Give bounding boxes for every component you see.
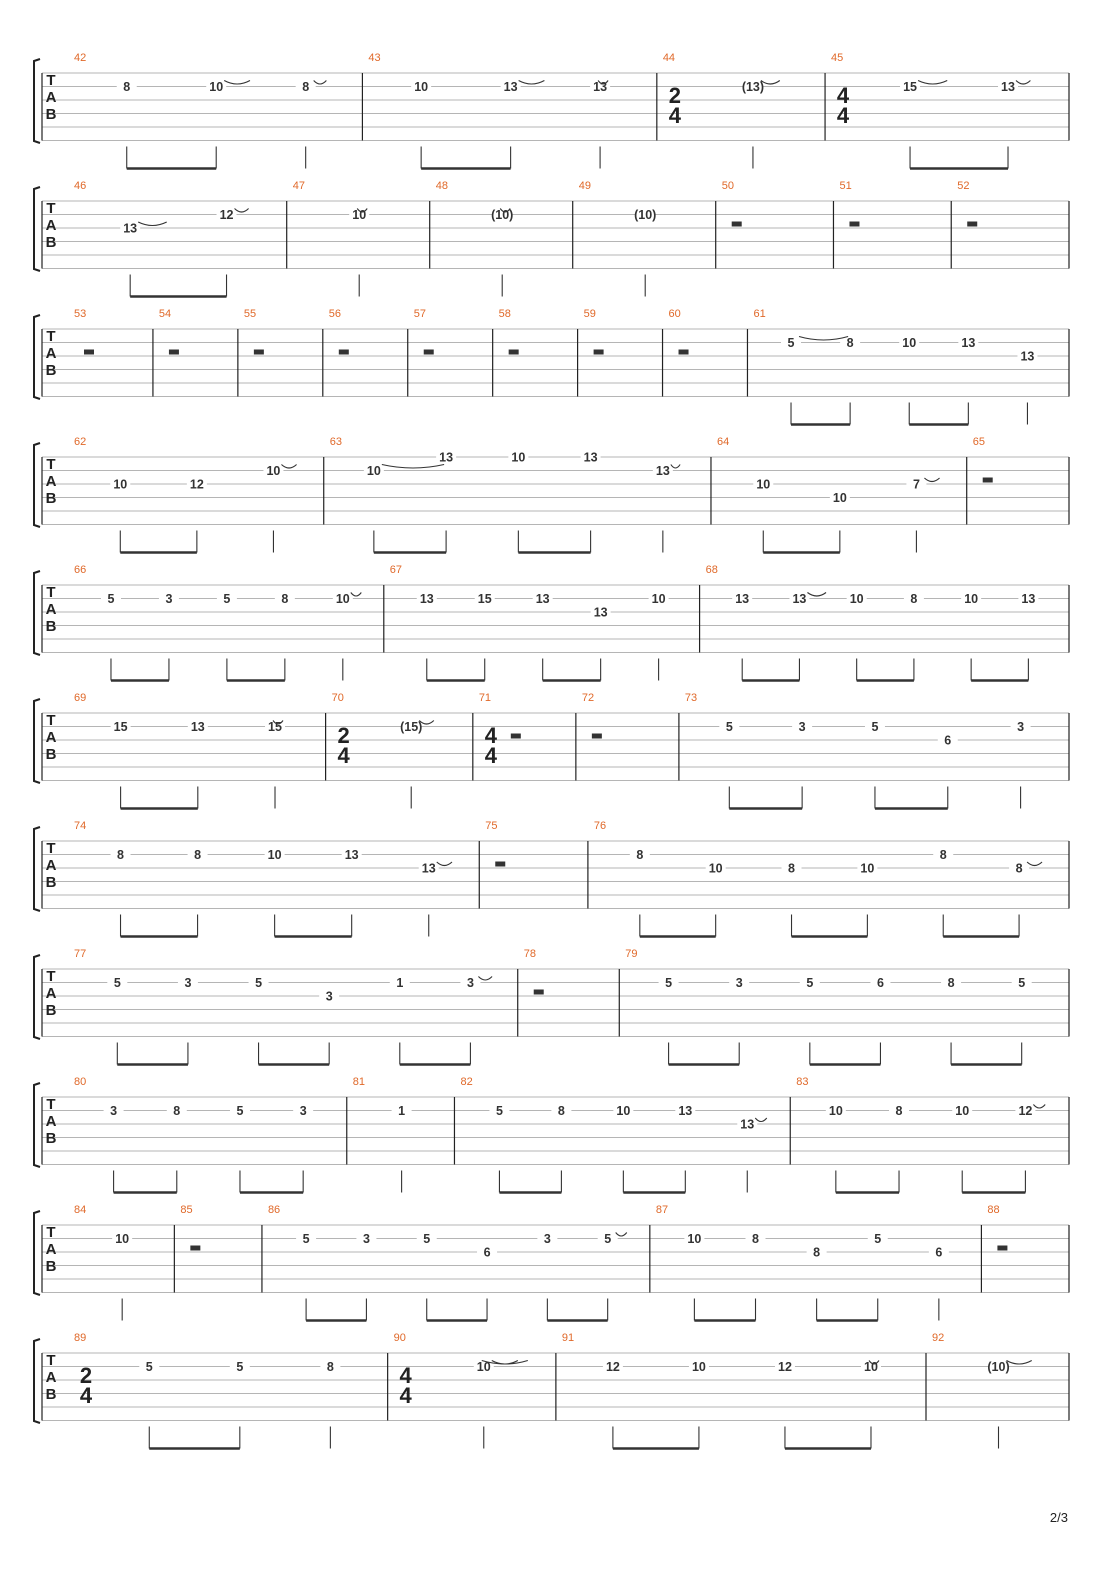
fret-number: 3 [299, 1104, 307, 1118]
fret-number: 12 [1018, 1104, 1033, 1118]
measure [657, 52, 780, 169]
fret-number: 5 [236, 1104, 244, 1118]
measure-number: 69 [74, 692, 87, 704]
time-signature-bottom: 4 [836, 103, 850, 128]
fret-number: 13 [1021, 592, 1036, 606]
fret-number: 5 [145, 1360, 153, 1374]
fret-number: 12 [219, 208, 234, 222]
tab-clef-letter: B [45, 1258, 57, 1275]
tab-clef-letter: A [45, 345, 57, 362]
measure-number: 92 [932, 1332, 945, 1344]
measure-number: 44 [662, 52, 676, 64]
fret-number: 13 [583, 450, 598, 465]
tab-clef-letter: A [45, 601, 57, 618]
fret-number: 5 [236, 1360, 244, 1374]
measure-number: 77 [74, 948, 87, 960]
measure [573, 180, 657, 297]
measure-number: 59 [583, 308, 596, 320]
half-rest [983, 478, 993, 483]
tab-clef-letter: T [46, 200, 56, 217]
fret-number: 13 [1020, 349, 1035, 364]
fret-number: 12 [605, 1360, 620, 1374]
fret-number: 5 [495, 1104, 503, 1118]
time-signature-bottom: 4 [337, 743, 350, 768]
half-rest [592, 734, 602, 739]
fret-number: 10 [113, 477, 128, 492]
system-bracket [34, 443, 40, 527]
fret-number: 8 [752, 1232, 759, 1246]
measure-number: 76 [593, 820, 607, 832]
tab-system [34, 820, 1069, 937]
half-rest [254, 350, 264, 355]
fret-number: 10 [691, 1360, 706, 1374]
fret-number: 10 [955, 1104, 970, 1118]
tab-clef-letter: B [45, 746, 57, 763]
measure [74, 180, 249, 297]
tab-clef-letter: B [45, 1002, 57, 1019]
fret-number: 8 [788, 861, 796, 876]
fret-number: 10 [687, 1232, 702, 1246]
fret-number: 13 [655, 464, 670, 478]
fret-number: 1 [398, 1104, 406, 1118]
measure [700, 564, 1039, 681]
measure-number: 55 [243, 308, 257, 320]
fret-number: 3 [165, 592, 173, 606]
tab-clef-letter: T [46, 72, 56, 89]
measure [262, 1204, 627, 1321]
tab-clef-letter: T [46, 584, 56, 601]
measure-number: 48 [435, 180, 448, 192]
fret-number: 13 [123, 221, 138, 236]
tab-clef-letter: T [46, 1352, 56, 1369]
measure-number: 71 [478, 692, 492, 704]
measure-number: 66 [74, 564, 87, 576]
fret-number: 8 [302, 80, 310, 94]
half-rest [594, 350, 604, 355]
fret-number: 13 [421, 861, 436, 876]
fret-number: 5 [871, 720, 879, 734]
tab-clef-letter: A [45, 985, 57, 1002]
tab-clef-letter: B [45, 106, 57, 123]
fret-number: 10 [860, 861, 875, 876]
fret-number: 5 [665, 976, 673, 990]
fret-number: 8 [123, 80, 131, 94]
half-rest [511, 734, 521, 739]
fret-number: 10 [756, 477, 771, 492]
fret-number: 8 [117, 848, 125, 862]
fret-number: 12 [189, 477, 204, 492]
tie-slur [382, 465, 444, 469]
tab-clef-letter: A [45, 473, 57, 490]
fret-number: 15 [113, 720, 128, 734]
fret-number: 10 [902, 336, 917, 350]
measure-number: 63 [329, 436, 342, 448]
tie-slur [224, 81, 250, 85]
measure [650, 1204, 949, 1321]
tab-clef-letter: B [45, 362, 57, 379]
fret-number: 10 [651, 592, 666, 606]
measure-number: 83 [796, 1076, 809, 1088]
half-rest [679, 350, 689, 355]
measure-number: 58 [498, 308, 511, 320]
fret-number: 13 [190, 720, 205, 734]
tie-slur [918, 81, 947, 85]
fret-number: 8 [895, 1104, 903, 1118]
fret-number: 6 [944, 733, 952, 748]
fret-number: 15 [903, 80, 917, 94]
measure-number: 86 [267, 1204, 281, 1216]
fret-number: 5 [1018, 976, 1026, 990]
measure-number: 91 [561, 1332, 575, 1344]
measure [74, 1076, 313, 1193]
measure-number: 89 [74, 1332, 87, 1344]
tie-slur [478, 977, 492, 981]
half-rest [495, 862, 505, 867]
tab-clef-letter: A [45, 1241, 57, 1258]
fret-number: 13 [961, 336, 976, 350]
measure-number: 65 [972, 436, 985, 448]
fret-number: 6 [876, 976, 884, 990]
measure-number: 72 [581, 692, 595, 704]
measure [74, 564, 361, 681]
measure [825, 52, 1030, 169]
measure-number: 85 [180, 1204, 193, 1216]
fret-number: 10 [964, 592, 979, 606]
measure-number: 56 [328, 308, 342, 320]
tab-system [34, 436, 1069, 553]
fret-number: 13 [1001, 80, 1015, 94]
measure-number: 64 [716, 436, 730, 448]
measure-number: 84 [74, 1204, 87, 1216]
fret-number: 12 [778, 1360, 792, 1374]
measure [74, 436, 297, 553]
fret-number: 5 [255, 976, 263, 990]
tab-system [34, 52, 1069, 169]
measure [384, 564, 669, 681]
measure-number: 52 [957, 180, 970, 192]
tie-slur [1016, 81, 1030, 85]
fret-number: 3 [466, 976, 474, 990]
time-signature-top: 4 [399, 1363, 412, 1388]
fret-number: 8 [846, 336, 854, 350]
measure [679, 692, 1031, 809]
fret-number: 8 [813, 1245, 821, 1260]
measure-number: 75 [485, 820, 498, 832]
measure [326, 692, 434, 809]
measure-number: 46 [74, 180, 87, 192]
fret-number: 8 [947, 976, 955, 990]
system-bracket [34, 187, 40, 271]
fret-number: 6 [483, 1245, 491, 1260]
measure [74, 692, 285, 809]
tie-slur [924, 478, 939, 482]
tab-system [34, 692, 1069, 809]
fret-number: 10 [849, 592, 864, 606]
fret-number: 10 [115, 1232, 130, 1246]
tab-system [34, 308, 1069, 425]
measure-number: 87 [655, 1204, 669, 1216]
tab-clef-letter: B [45, 234, 57, 251]
tab-clef-letter: T [46, 712, 56, 729]
system-bracket [34, 699, 40, 783]
half-rest [190, 1246, 200, 1251]
fret-number: 13 [740, 1117, 755, 1132]
tab-system [34, 1076, 1069, 1193]
fret-number: 5 [113, 976, 121, 990]
tie-slur [1007, 1361, 1032, 1365]
fret-number: 13 [678, 1104, 693, 1118]
measure-number: 43 [368, 52, 381, 64]
measure [790, 1076, 1045, 1193]
fret-number: 15 [268, 720, 282, 734]
fret-number: 10 [266, 464, 281, 478]
fret-number: 8 [910, 592, 918, 606]
tie-slur [235, 209, 249, 213]
measure [556, 1332, 881, 1449]
time-signature-top: 2 [337, 723, 350, 748]
fret-number: 8 [939, 848, 947, 862]
time-signature-bottom: 4 [79, 1383, 93, 1408]
measure [74, 1332, 340, 1449]
tab-clef-letter: T [46, 968, 56, 985]
fret-number: 3 [325, 989, 333, 1004]
tie-slur [1027, 862, 1042, 866]
fret-number: 5 [787, 336, 795, 350]
fret-number: 10 [828, 1104, 843, 1118]
measure [588, 820, 1042, 937]
measure-number: 53 [74, 308, 87, 320]
measure [747, 308, 1037, 425]
fret-number: 5 [806, 976, 814, 990]
measure-number: 79 [625, 948, 638, 960]
measure-number: 90 [393, 1332, 406, 1344]
system-bracket [34, 59, 40, 143]
measure [74, 1204, 132, 1321]
tab-clef-letter: A [45, 1369, 57, 1386]
measure [74, 308, 94, 355]
measure-number: 73 [684, 692, 698, 704]
measure [74, 52, 326, 169]
tab-clef-letter: B [45, 490, 57, 507]
tab-system [34, 1332, 1069, 1449]
measure [388, 1332, 528, 1449]
fret-number: (15) [400, 720, 423, 734]
tab-clef-letter: A [45, 89, 57, 106]
measure-number: 61 [753, 308, 766, 320]
measure [287, 180, 370, 297]
half-rest [84, 350, 94, 355]
tab-clef-letter: T [46, 456, 56, 473]
measure-number: 47 [292, 180, 305, 192]
fret-number: (13) [741, 80, 765, 94]
system-bracket [34, 571, 40, 655]
fret-number: 13 [503, 80, 518, 94]
fret-number: 8 [326, 1360, 334, 1374]
fret-number: 3 [735, 976, 743, 990]
fret-number: 3 [110, 1104, 118, 1118]
fret-number: 5 [725, 720, 733, 734]
fret-number: 5 [874, 1232, 882, 1246]
fret-number: 10 [832, 491, 847, 505]
fret-number: 13 [593, 605, 608, 620]
fret-number: 13 [735, 592, 750, 606]
tie-slur [807, 593, 826, 597]
system-bracket [34, 955, 40, 1039]
fret-number: 7 [912, 477, 920, 492]
time-signature-bottom: 4 [399, 1383, 412, 1408]
tab-system [34, 180, 1069, 297]
fret-number: 13 [535, 592, 550, 606]
system-bracket [34, 1083, 40, 1167]
fret-number: 10 [476, 1360, 491, 1374]
tab-clef-letter: T [46, 840, 56, 857]
fret-number: 8 [194, 848, 202, 862]
fret-number: 3 [798, 720, 806, 734]
measure [362, 52, 610, 169]
fret-number: 10 [267, 848, 282, 862]
system-bracket [34, 1339, 40, 1423]
tab-clef-letter: A [45, 729, 57, 746]
fret-number: (10) [491, 208, 514, 222]
fret-number: 10 [708, 861, 723, 876]
fret-number: 5 [107, 592, 115, 606]
measure [347, 1076, 412, 1193]
tab-clef-letter: T [46, 1096, 56, 1113]
measure [711, 436, 940, 553]
fret-number: 10 [616, 1104, 631, 1118]
half-rest [534, 990, 544, 995]
tab-clef-letter: A [45, 857, 57, 874]
measure-number: 74 [74, 820, 87, 832]
tab-system [34, 564, 1069, 681]
measure-number: 62 [74, 436, 87, 448]
time-signature-top: 4 [484, 723, 497, 748]
measure [926, 1332, 1032, 1449]
measure [74, 820, 452, 937]
measure-number: 67 [389, 564, 403, 576]
fret-number: (10) [634, 208, 657, 222]
fret-number: 3 [362, 1232, 370, 1246]
fret-number: 10 [366, 464, 381, 478]
half-rest [732, 222, 742, 227]
measure-number: 50 [721, 180, 734, 192]
fret-number: 13 [792, 592, 807, 606]
time-signature-bottom: 4 [484, 743, 497, 768]
tab-system [34, 948, 1069, 1065]
measure-number: 57 [413, 308, 426, 320]
fret-number: 8 [557, 1104, 565, 1118]
measure [619, 948, 1031, 1065]
fret-number: 10 [209, 80, 224, 94]
system-bracket [34, 315, 40, 399]
fret-number: 3 [1017, 720, 1025, 734]
fret-number: 13 [344, 848, 359, 862]
tab-clef-letter: B [45, 1130, 57, 1147]
tab-clef-letter: T [46, 328, 56, 345]
measure [74, 948, 492, 1065]
fret-number: 6 [935, 1245, 943, 1260]
fret-number: 13 [439, 450, 454, 465]
system-bracket [34, 1211, 40, 1295]
fret-number: 13 [593, 80, 608, 94]
measure-number: 78 [523, 948, 536, 960]
measure-number: 88 [987, 1204, 1000, 1216]
system-bracket [34, 827, 40, 911]
measure-number: 51 [839, 180, 852, 192]
half-rest [339, 350, 349, 355]
tab-system [34, 1204, 1069, 1321]
time-signature-top: 2 [79, 1363, 93, 1388]
fret-number: 10 [352, 208, 367, 222]
time-signature-bottom: 4 [668, 103, 681, 128]
fret-number: 10 [864, 1360, 878, 1374]
measure-number: 68 [705, 564, 718, 576]
measure-number: 60 [668, 308, 681, 320]
half-rest [849, 222, 859, 227]
fret-number: 5 [302, 1232, 310, 1246]
half-rest [424, 350, 434, 355]
tie-slur [437, 862, 452, 866]
fret-number: 1 [396, 976, 404, 990]
fret-number: 15 [477, 592, 492, 606]
measure-number: 80 [74, 1076, 87, 1088]
tie-slur [138, 222, 167, 226]
fret-number: 10 [511, 450, 526, 465]
time-signature-top: 2 [668, 83, 681, 108]
measure-number: 42 [74, 52, 87, 64]
measure [454, 1076, 766, 1193]
fret-number: 8 [636, 848, 644, 862]
measure [430, 180, 514, 297]
tab-clef-letter: B [45, 618, 57, 635]
tab-clef-letter: A [45, 217, 57, 234]
fret-number: 5 [604, 1232, 612, 1246]
fret-number: 10 [335, 592, 350, 606]
fret-number: 5 [223, 592, 231, 606]
measure [324, 436, 680, 553]
measure-number: 45 [831, 52, 844, 64]
tab-clef-letter: B [45, 874, 57, 891]
measure-number: 81 [352, 1076, 366, 1088]
measure-number: 49 [578, 180, 591, 192]
fret-number: 10 [414, 80, 429, 94]
fret-number: 13 [419, 592, 434, 606]
measure-number: 82 [460, 1076, 473, 1088]
half-rest [509, 350, 519, 355]
half-rest [967, 222, 977, 227]
fret-number: (10) [987, 1360, 1010, 1374]
tab-clef-letter: T [46, 1224, 56, 1241]
half-rest [169, 350, 179, 355]
fret-number: 8 [1015, 861, 1023, 876]
tab-clef-letter: B [45, 1386, 57, 1403]
tie-slur [519, 81, 545, 85]
fret-number: 3 [184, 976, 192, 990]
tie-slur [281, 465, 296, 469]
half-rest [997, 1246, 1007, 1251]
fret-number: 8 [281, 592, 289, 606]
measure-number: 54 [158, 308, 172, 320]
fret-number: 8 [173, 1104, 181, 1118]
tab-clef-letter: A [45, 1113, 57, 1130]
fret-number: 5 [423, 1232, 431, 1246]
fret-number: 3 [543, 1232, 551, 1246]
time-signature-top: 4 [836, 83, 850, 108]
page-number: 2/3 [1049, 1510, 1068, 1525]
measure-number: 70 [331, 692, 344, 704]
